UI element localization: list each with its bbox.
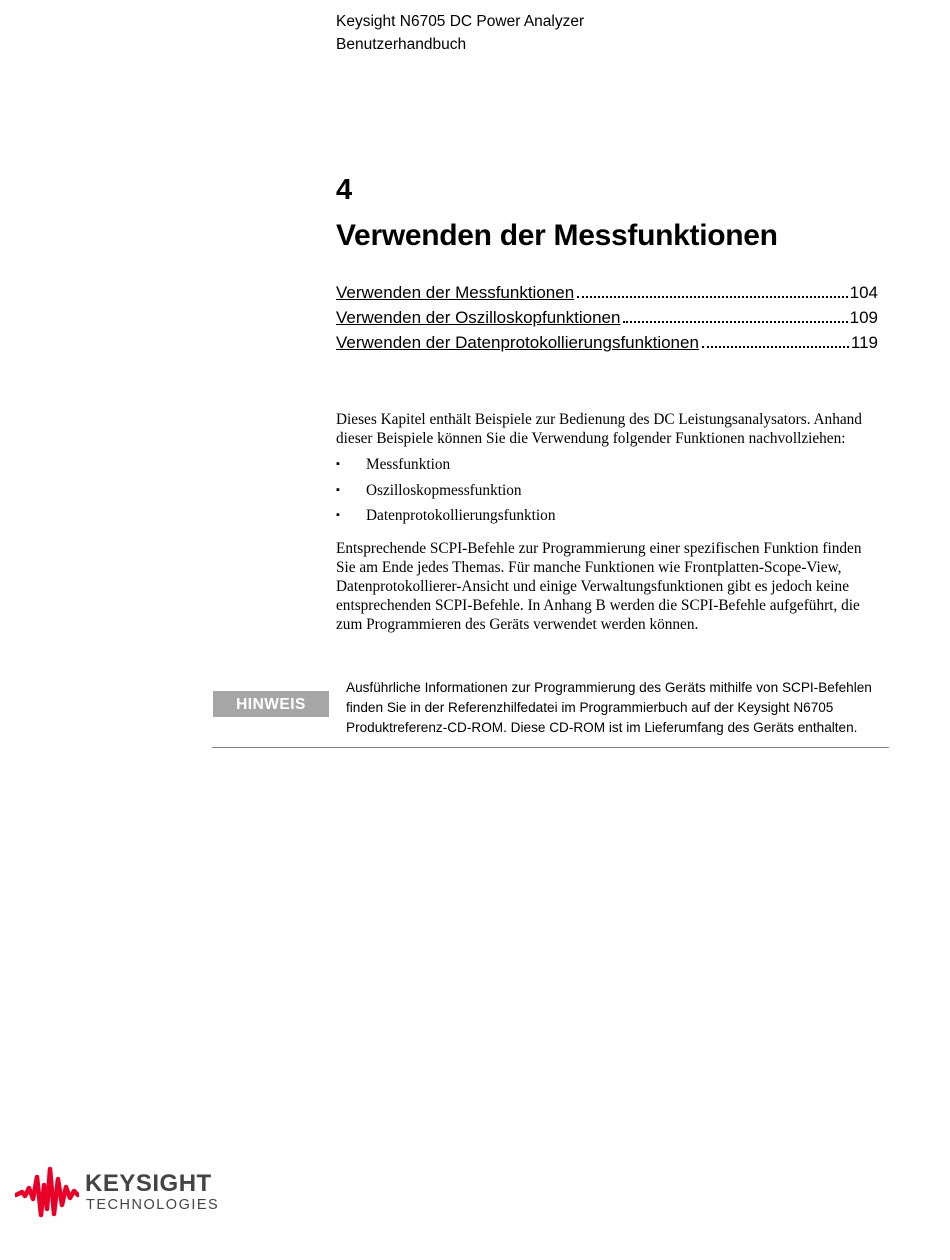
toc-entry-page: 104 xyxy=(849,283,878,302)
intro-paragraph: Dieses Kapitel enthält Beispiele zur Bedienung des DC Leistungsanalysators. Anhand dieser Beispiele können Sie die Verwendung folgender Funktionen nachvollziehen: xyxy=(336,411,862,447)
scpi-paragraph: Entsprechende SCPI-Befehle zur Programmierung einer spezifischen Funktion finden Sie am Ende jedes Themas. Für manche Funktionen wie Frontplatten-Scope-View, Datenprotokollierer-Ansicht und einige Verwaltungsfunktionen gibt es jedoch keine entsprechenden SCPI-Befehle. In Anhang B werden die SCPI-Befehle aufgeführt, die zum Programmieren des Geräts verwendet werden können. xyxy=(336,539,862,633)
list-item xyxy=(336,481,881,507)
logo-subtitle: TECHNOLOGIES xyxy=(86,1197,220,1213)
bullet-icon: ▪ xyxy=(336,458,340,470)
toc-entry-label[interactable]: Verwenden der Oszilloskopfunktionen xyxy=(336,308,621,327)
header-product-title: Keysight N6705 DC Power Analyzer xyxy=(336,13,585,30)
chapter-number: 4 xyxy=(336,174,353,206)
note-text: Ausführliche Informationen zur Programmierung des Geräts mithilfe von SCPI-Befehlen finden Sie in der Referenzhilfedatei im Programmierbuch auf der Keysight N6705 Produktreferenz-CD-ROM. Diese CD-ROM ist im Lieferumfang des Geräts enthalten. xyxy=(346,680,872,735)
toc-entry-label[interactable]: Verwenden der Datenprotokollierungsfunktionen xyxy=(336,333,699,352)
list-item-text: Datenprotokollierungsfunktion xyxy=(366,507,556,524)
toc-entry[interactable] xyxy=(336,305,878,330)
header-manual-title: Benutzerhandbuch xyxy=(336,36,467,53)
toc-leader-dots xyxy=(577,296,847,298)
function-list xyxy=(336,455,881,532)
toc-leader-dots xyxy=(623,321,847,323)
toc-entry[interactable] xyxy=(336,330,878,355)
note-divider xyxy=(212,747,889,748)
list-item-text: Oszilloskopmessfunktion xyxy=(366,481,522,499)
table-of-contents xyxy=(336,280,878,355)
toc-entry-label[interactable]: Verwenden der Messfunktionen xyxy=(336,283,575,302)
list-item xyxy=(336,506,881,532)
toc-entry-page: 109 xyxy=(849,308,878,327)
toc-entry-page: 119 xyxy=(850,333,878,352)
logo-name: KEYSIGHT xyxy=(85,1170,212,1197)
chapter-title: Verwenden der Messfunktionen xyxy=(336,219,778,252)
keysight-logo xyxy=(15,1165,230,1220)
keysight-wave-icon xyxy=(15,1165,79,1220)
note-badge: HINWEIS xyxy=(213,691,329,717)
list-item xyxy=(336,455,881,481)
page-header xyxy=(336,10,584,56)
chapter-body xyxy=(336,410,881,634)
list-item-text: Messfunktion xyxy=(366,456,451,473)
bullet-icon: ▪ xyxy=(336,509,340,521)
toc-entry[interactable] xyxy=(336,280,878,305)
toc-leader-dots xyxy=(702,346,849,348)
bullet-icon: ▪ xyxy=(336,483,340,496)
